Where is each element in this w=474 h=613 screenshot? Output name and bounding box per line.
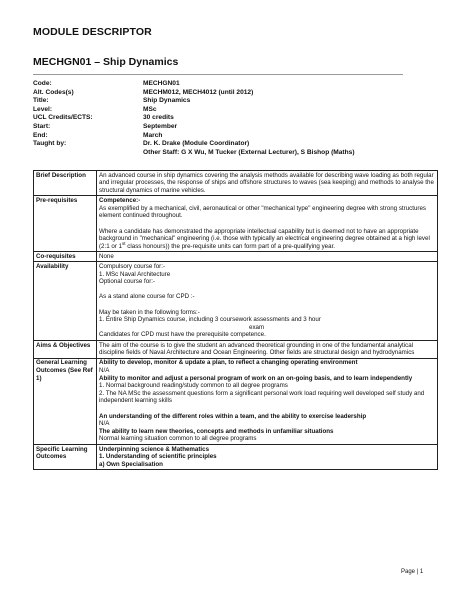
brief-label: Brief Description bbox=[34, 171, 97, 196]
module-meta bbox=[33, 80, 355, 157]
meta-row: UCL Credits/ECTS: 30 credits bbox=[33, 114, 174, 122]
prereq-heading: Competence:- bbox=[99, 197, 141, 205]
availability-label: Availability bbox=[34, 262, 97, 341]
brief-description: An advanced course in ship dynamics covering the analysis methods available for describing wave loading as both regular and irregular processes, the response of ships and offshore structures to waves (sea keeping) and methods to analyse the structural dynamics of marine vehicles. bbox=[97, 171, 438, 196]
meta-row: Code: MECHGN01 bbox=[33, 80, 180, 87]
document-title: MODULE DESCRIPTOR bbox=[33, 26, 152, 38]
page-number: Page | 1 bbox=[401, 569, 424, 575]
table-row bbox=[34, 340, 438, 358]
aims-text: The aim of the course is to give the student an advanced theoretical grounding in one of the fundamental analytical discipline fields of Naval Architecture and Ocean Engineering. Other fields are structural design and hydrodynamics bbox=[97, 340, 438, 358]
meta-row: End: March bbox=[33, 131, 163, 139]
general-outcomes-cell: Ability to develop, monitor & update a plan, to reflect a changing operating environment N/A Ability to monitor and adjust a personal program of work on an on-going basis, and to learn independently 1. Normal background reading/study common to all degree programs 2. The NA MSc the assessment questions form a significant personal work load requiring well developed self study and independent learning skills An understanding of the different roles within a team, and the ability to exercise leadership N/A The ability to learn new theories, concepts and methods in unfamiliar situations Normal learning situation common to all degree programs bbox=[97, 358, 438, 444]
table-row bbox=[34, 252, 438, 262]
prereq-cell bbox=[97, 196, 438, 252]
meta-row: Start: September bbox=[33, 122, 178, 130]
table-row bbox=[34, 262, 438, 341]
meta-row: Alt. Codes(s) MECHM012, MECH4012 (until 2012) bbox=[33, 88, 254, 96]
general-outcomes-label: General Learning Outcomes (See Ref 1) bbox=[34, 358, 97, 444]
table-row bbox=[34, 196, 438, 252]
meta-row: Title: Ship Dynamics bbox=[33, 97, 191, 105]
prereq-label: Pre-requisites bbox=[34, 196, 97, 252]
prereq-text: As exemplified by a mechanical, civil, aeronautical or other "mechanical type" engineering degree with strong structures element continued throughout. bbox=[99, 204, 426, 220]
aims-label: Aims & Objectives bbox=[34, 340, 97, 358]
meta-row: Other Staff: G X Wu, M Tucker (External Lecturer), S Bishop (Maths) bbox=[143, 148, 355, 156]
prereq-alt-text: Where a candidate has demonstrated the appropriate intellectual capability but is deemed not to have an appropriate background in "mechanical" engineering (i.e. those with typically an electrical engineering degree obtained at a high level (2:1 or 1st class honours)) the pre-requisite units can form part of a pre-qualifying year. bbox=[99, 227, 430, 250]
coreq-label: Co-requisites bbox=[34, 252, 97, 262]
meta-row: Level: MSc bbox=[33, 105, 157, 113]
table-row bbox=[34, 444, 438, 469]
module-heading: MECHGN01 – Ship Dynamics bbox=[33, 56, 179, 68]
table-row bbox=[34, 171, 438, 196]
descriptor-table bbox=[33, 170, 438, 470]
heading-divider bbox=[33, 74, 403, 75]
meta-row: Taught by: Dr. K. Drake (Module Coordinator) bbox=[33, 140, 250, 148]
coreq-value: None bbox=[97, 252, 438, 262]
specific-outcomes-cell: Underpinning science & Mathematics 1. Understanding of scientific principles a) Own Specialisation bbox=[97, 444, 438, 469]
table-row bbox=[34, 358, 438, 444]
availability-cell: Compulsory course for:- 1. MSc Naval Architecture Optional course for:- As a stand alone course for CPD :- May be taken in the following forms:- 1. Entire Ship Dynamics course, including 3 coursework assessments and 3 hour exam Candidates for CPD must have the prerequisite competence. bbox=[97, 262, 438, 341]
specific-outcomes-label: Specific Learning Outcomes bbox=[34, 444, 97, 469]
